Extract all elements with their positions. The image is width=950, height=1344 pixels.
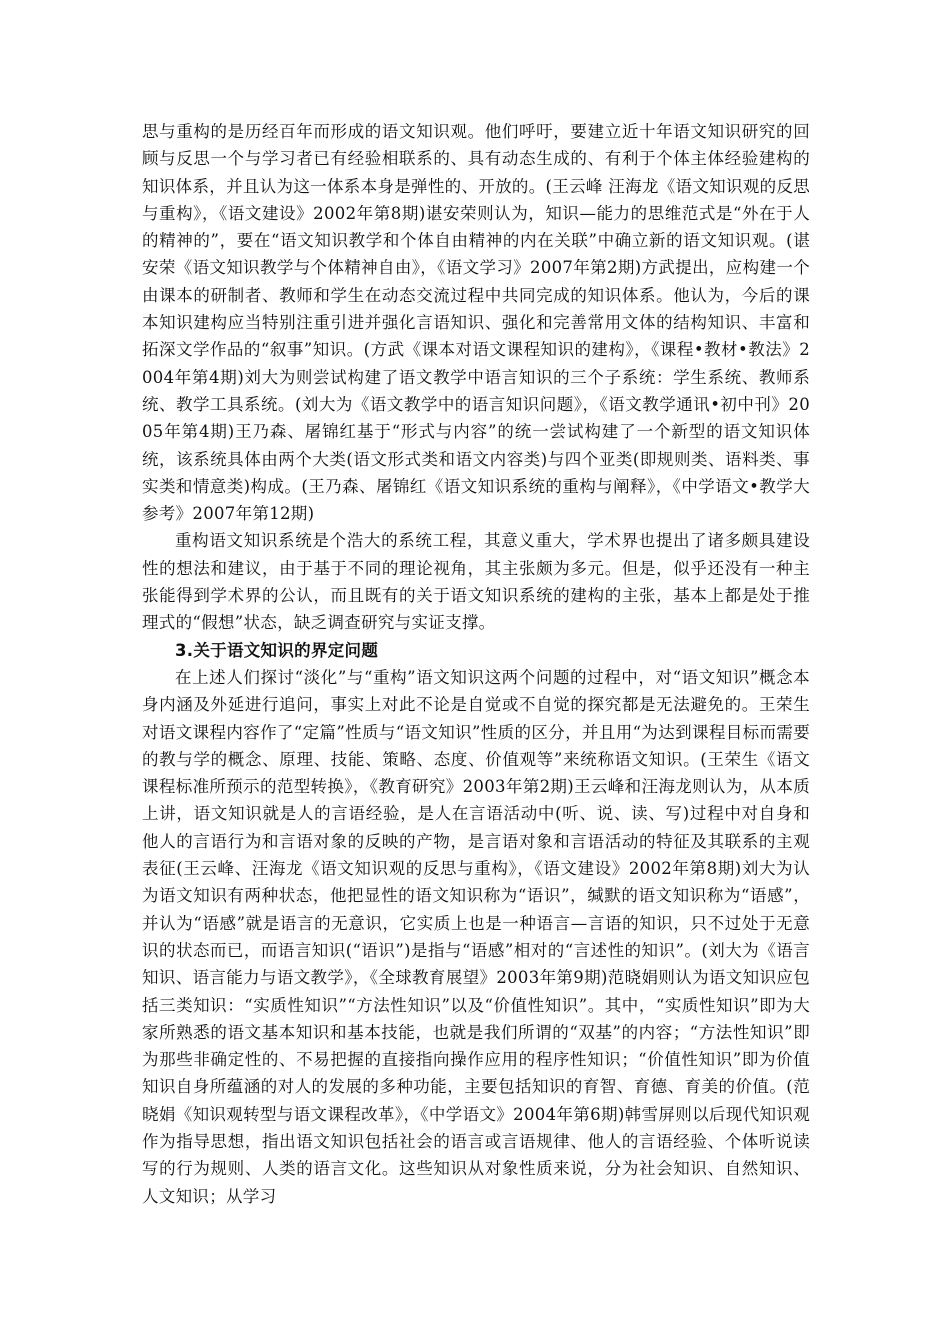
paragraph-reconstruction-summary: 重构语文知识系统是个浩大的系统工程，其意义重大，学术界也提出了诸多颇具建设性的想法和建议，由于基于不同的理论视角，其主张颇为多元。但是，似乎还没有一种主张能得到学术界的公认，而且既有的关于语文知识系统的建构的主张，基本上都是处于推理式的“假想”状态，缺乏调查研究与实证支撑。 bbox=[142, 531, 810, 633]
section-heading: 3.关于语文知识的界定问题 bbox=[175, 640, 379, 660]
document-page bbox=[142, 118, 810, 1210]
paragraph-continued: 思与重构的是历经百年而形成的语文知识观。他们呼吁，要建立近十年语文知识研究的回顾与反思一个与学习者已有经验相联系的、具有动态生成的、有利于个体主体经验建构的知识体系，并且认为这一体系本身是弹性的、开放的。(王云峰 汪海龙《语文知识观的反思与重构》，《语文建设》2002年第8期)谌安荣则认为，知识—能力的思维范式是“外在于人的精神的”，要在“语文知识教学和个体自由精神的内在关联”中确立新的语文知识观。(谌安荣《语文知识教学与个体精神自由》，《语文学习》2007年第2期)方武提出，应构建一个由课本的研制者、教师和学生在动态交流过程中共同完成的知识体系。他认为，今后的课本知识建构应当特别注重引进并强化言语知识、强化和完善常用文体的结构知识、丰富和拓深文学作品的“叙事”知识。(方武《课本对语文课程知识的建构》，《课程•教材•教法》2004年第4期)刘大为则尝试构建了语文教学中语言知识的三个子系统：学生系统、教师系统、教学工具系统。(刘大为《语文教学中的语言知识问题》，《语文教学通讯•初中刊》2005年第4期)王乃森、屠锦红基于“形式与内容”的统一尝试构建了一个新型的语文知识体统，该系统具体由两个大类(语文形式类和语文内容类)与四个亚类(即规则类、语料类、事实类和情意类)构成。(王乃森、屠锦红《语文知识系统的重构与阐释》，《中学语文•教学大参考》2007年第12期) bbox=[142, 122, 810, 524]
paragraph-definition-issue: 在上述人们探讨“淡化”与“重构”语文知识这两个问题的过程中，对“语文知识”概念本身内涵及外延进行追问，事实上对此不论是自觉或不自觉的探究都是无法避免的。王荣生对语文课程内容作了“定篇”性质与“语文知识”性质的区分，并且用“为达到课程目标而需要的教与学的概念、原理、技能、策略、态度、价值观等”来统称语文知识。(王荣生《语文课程标准所预示的范型转换》，《教育研究》2003年第2期)王云峰和汪海龙则认为，从本质上讲，语文知识就是人的言语经验，是人在言语活动中(听、说、读、写)过程中对自身和他人的言语行为和言语对象的反映的产物，是言语对象和言语活动的特征及其联系的主观表征(王云峰、汪海龙《语文知识观的反思与重构》，《语文建设》2002年第8期)刘大为认为语文知识有两种状态，他把显性的语文知识称为“语识”，缄默的语文知识称为“语感”，并认为“语感”就是语言的无意识，它实质上也是一种语言—言语的知识，只不过处于无意识的状态而已，而语言知识(“语识”)是指与“语感”相对的“言述性的知识”。(刘大为《语言知识、语言能力与语文教学》，《全球教育展望》2003年第9期)范晓娟则认为语文知识应包括三类知识：“实质性知识”“方法性知识”以及“价值性知识”。其中，“实质性知识”即为大家所熟悉的语文基本知识和基本技能，也就是我们所谓的“双基”的内容；“方法性知识”即为那些非确定性的、不易把握的直接指向操作应用的程序性知识；“价值性知识”即为价值知识自身所蕴涵的对人的发展的多种功能，主要包括知识的育智、育德、育美的价值。(范晓娟《知识观转型与语文课程改革》，《中学语文》2004年第6期)韩雪屏则以后现代知识观作为指导思想，指出语文知识包括社会的语言或言语规律、他人的言语经验、个体听说读写的行为规则、人类的语言文化。这些知识从对象性质来说，分为社会知识、自然知识、人文知识；从学习 bbox=[142, 667, 810, 1206]
